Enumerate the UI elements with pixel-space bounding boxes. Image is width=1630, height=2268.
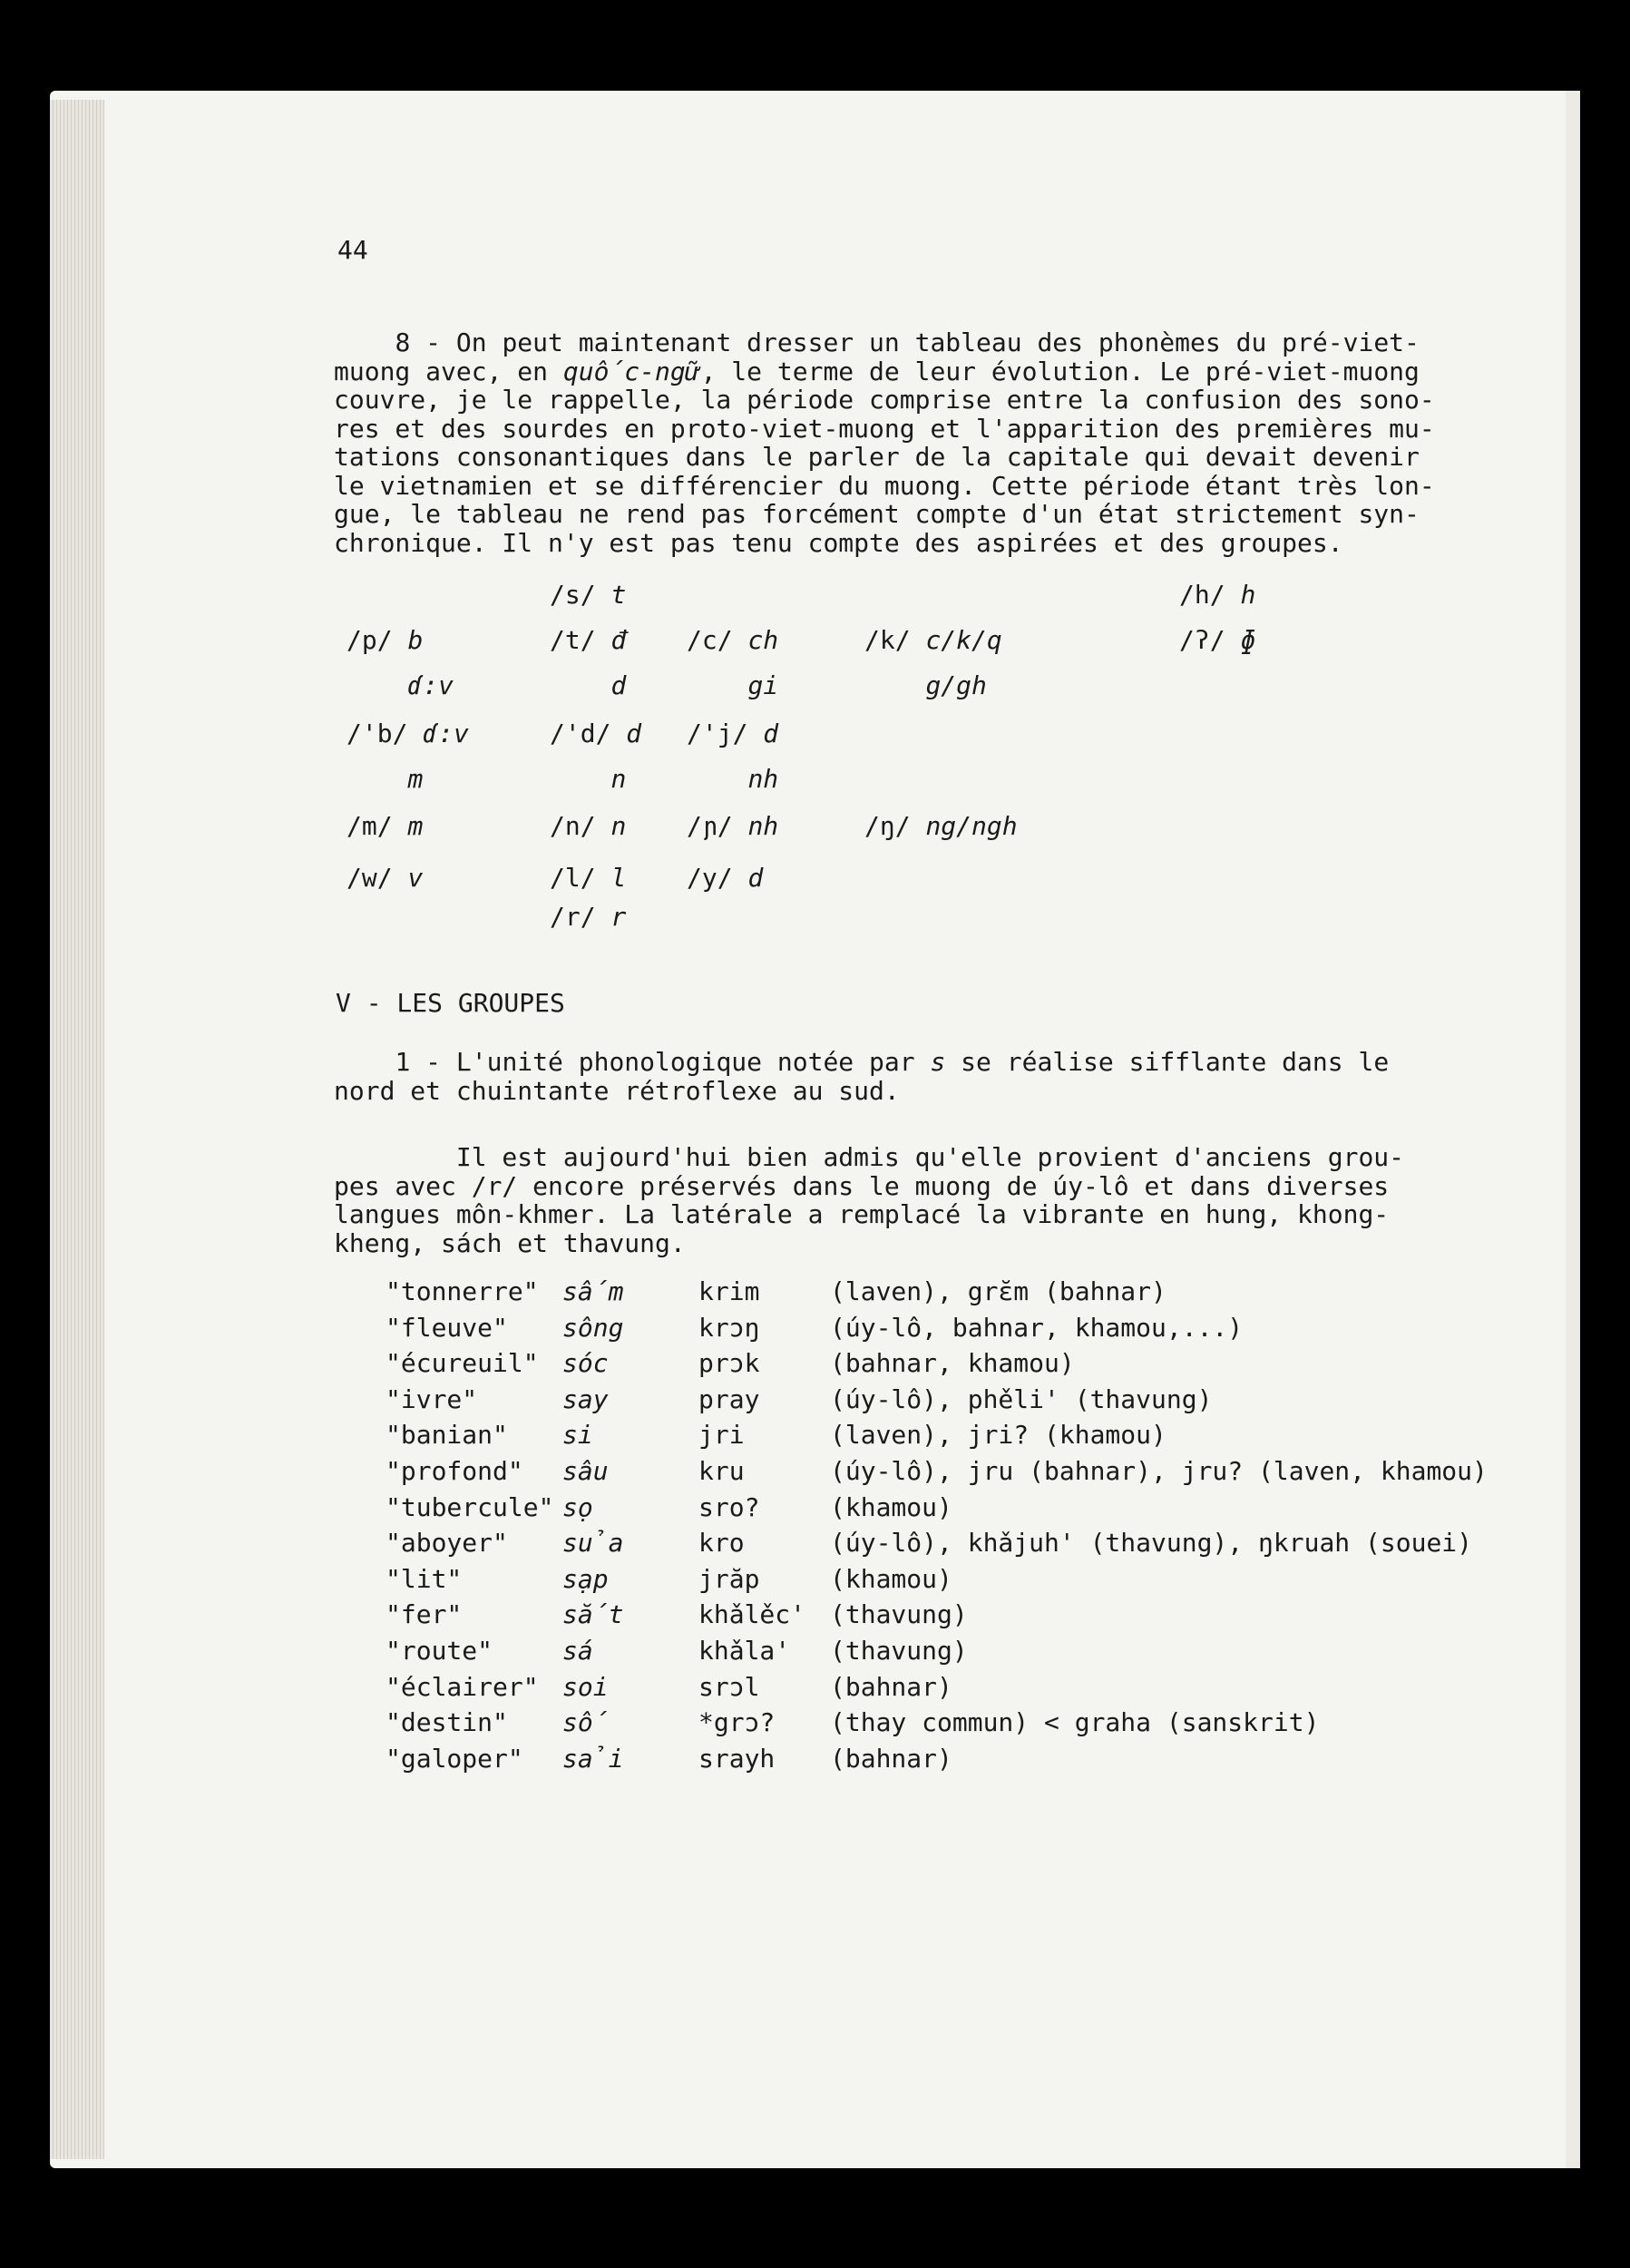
phoneme-cell [864, 812, 1018, 841]
phoneme-cell [346, 719, 469, 748]
para-line: , le terme de leur évolution. Le pré-viet-muong [700, 356, 1420, 386]
phoneme-symbol: /m/ [346, 811, 408, 841]
phoneme-symbol [864, 670, 925, 700]
cognate-form: jri [698, 1420, 745, 1451]
para-line: pes avec /r/ encore préservés dans le muong de úy-lô et dans diverses [334, 1170, 1390, 1201]
french-gloss: "tonnerre" [386, 1276, 539, 1306]
page-number: 44 [337, 235, 368, 265]
phoneme-cell [864, 626, 1002, 655]
phoneme-cell [550, 812, 626, 841]
phoneme-cell [550, 864, 626, 893]
term-quoc-ngu: quốc-ngữ [562, 356, 701, 386]
phoneme-value: ch [747, 625, 779, 655]
cognate-form: jrăp [698, 1563, 760, 1594]
phoneme-value: r [610, 902, 627, 932]
para-line: 8 - On peut maintenant dresser un tableau des phonèmes du pré-viet- [395, 327, 1420, 357]
french-gloss: "fer" [386, 1599, 463, 1630]
section-title: V - LES GROUPES [336, 988, 565, 1018]
phoneme-cell [687, 719, 778, 748]
phoneme-cell [346, 812, 423, 841]
phoneme-value: t [610, 580, 627, 610]
vietnamese-word: sủa [562, 1528, 624, 1559]
phoneme-value: d [610, 670, 627, 700]
vietnamese-word: soi [562, 1671, 609, 1702]
page-edges [50, 100, 104, 2159]
phoneme-cell [1179, 626, 1255, 655]
vietnamese-word: sâu [562, 1456, 609, 1486]
vietnamese-word: sông [562, 1312, 624, 1343]
french-gloss: "route" [386, 1636, 493, 1666]
phoneme-symbol: /t/ [550, 625, 611, 655]
cognate-form: pray [698, 1383, 760, 1414]
phoneme-symbol [687, 764, 747, 794]
phoneme-value: m [407, 811, 424, 841]
french-gloss: "éclairer" [386, 1671, 539, 1702]
phoneme-symbol [550, 670, 610, 700]
symbol-s: s [930, 1047, 946, 1077]
phoneme-symbol: /'d/ [550, 719, 627, 748]
cognate-sources: (thavung) [830, 1636, 968, 1666]
para-line: couvre, je le rappelle, la période comprise entre la confusion des sono- [334, 385, 1435, 415]
vietnamese-word: sá [562, 1636, 593, 1666]
french-gloss: "fleuve" [386, 1312, 508, 1343]
para-line: le vietnamien et se différencier du muong. Cette période étant très lon- [334, 470, 1435, 501]
para-line: muong avec, en [334, 356, 563, 386]
para-line: langues môn-khmer. La latérale a remplacé la vibrante en hung, khong- [334, 1199, 1390, 1229]
phoneme-value: d [626, 719, 642, 748]
phoneme-value: n [610, 764, 627, 794]
phoneme-symbol: /l/ [550, 863, 611, 893]
french-gloss: "profond" [386, 1456, 523, 1486]
para-line [334, 327, 395, 357]
phoneme-symbol: /y/ [687, 863, 748, 893]
cognate-sources: (bahnar) [830, 1671, 952, 1702]
para-line: chronique. Il n'y est pas tenu compte des aspirées et des groupes. [334, 527, 1343, 558]
french-gloss: "tubercule" [386, 1491, 554, 1522]
para-line: Il est aujourd'hui bien admis qu'elle provient d'anciens grou- [455, 1142, 1405, 1172]
phoneme-symbol: /ʔ/ [1179, 625, 1241, 655]
cognate-sources: (bahnar, khamou) [830, 1348, 1075, 1379]
phoneme-cell [346, 864, 423, 893]
phoneme-value: c/k/q [925, 625, 1002, 655]
cognate-form: kru [698, 1456, 745, 1486]
cognate-form: srɔl [698, 1671, 760, 1702]
cognate-sources: (úy-lô), jru (bahnar), jru? (laven, khamou) [830, 1456, 1488, 1486]
phoneme-cell [687, 626, 778, 655]
phoneme-symbol: /ɲ/ [687, 811, 748, 841]
cognate-sources: (úy-lô, bahnar, khamou,...) [830, 1312, 1244, 1343]
phoneme-symbol: /'j/ [687, 719, 764, 748]
phoneme-symbol: /ŋ/ [864, 811, 926, 841]
vietnamese-word: say [562, 1383, 609, 1414]
phoneme-symbol: /s/ [550, 580, 611, 610]
cognate-sources: (bahnar) [830, 1743, 952, 1774]
para-line: se réalise sifflante dans le [945, 1047, 1390, 1077]
phoneme-symbol: /r/ [550, 902, 611, 932]
cognate-form: prɔk [698, 1348, 760, 1379]
para-line: tations consonantiques dans le parler de la capitale qui devait devenir [334, 442, 1420, 472]
vietnamese-word: sắt [562, 1599, 624, 1630]
phoneme-cell [550, 626, 626, 655]
para-line: gue, le tableau ne rend pas forcément compte d'un état strictement syn- [334, 499, 1420, 529]
cognate-form: krɔŋ [698, 1312, 760, 1343]
phoneme-cell [687, 671, 778, 700]
phoneme-value: h [1240, 580, 1256, 610]
phoneme-value: ɸ [1240, 625, 1256, 655]
para-line: kheng, sách et thavung. [334, 1227, 686, 1258]
cognate-sources: (khamou) [830, 1563, 952, 1594]
phoneme-value: b [407, 625, 424, 655]
phoneme-cell [346, 765, 423, 794]
phoneme-value: v [407, 863, 424, 893]
cognate-form: khǎlěc' [698, 1599, 806, 1630]
cognate-sources: (laven), grɛ̆m (bahnar) [830, 1276, 1166, 1306]
phoneme-value: l [610, 863, 627, 893]
vietnamese-word: sải [562, 1743, 624, 1774]
phoneme-cell [550, 903, 626, 932]
phoneme-value: ng/ngh [925, 811, 1018, 841]
vietnamese-word: số [562, 1707, 609, 1738]
cognate-form: *grɔ? [698, 1707, 776, 1738]
phoneme-value: g/gh [925, 670, 987, 700]
vietnamese-word: sấm [562, 1276, 624, 1306]
phoneme-cell [864, 671, 987, 700]
phoneme-value: d [763, 719, 779, 748]
phoneme-value: nh [747, 811, 779, 841]
phoneme-cell [687, 765, 778, 794]
phoneme-cell [550, 719, 641, 748]
cognate-sources: (thay commun) < graha (sanskrit) [830, 1707, 1320, 1738]
cognate-form: kro [698, 1528, 745, 1559]
cognate-sources: (thavung) [830, 1599, 968, 1630]
cognate-form: khǎla' [698, 1636, 791, 1666]
cognate-form: krim [698, 1276, 760, 1306]
cognate-sources: (úy-lô), phěli' (thavung) [830, 1383, 1213, 1414]
phoneme-cell [687, 864, 763, 893]
vietnamese-word: sọ [562, 1491, 593, 1522]
phoneme-symbol: /h/ [1179, 580, 1241, 610]
phoneme-cell [346, 671, 454, 700]
phoneme-symbol: /w/ [346, 863, 408, 893]
cognate-sources: (laven), jri? (khamou) [830, 1420, 1166, 1451]
phoneme-symbol [346, 764, 407, 794]
paragraph-unit [334, 1048, 1389, 1105]
paragraph-groups [334, 1143, 1404, 1257]
phoneme-symbol: /c/ [687, 625, 748, 655]
phoneme-value: ɗ:v [407, 670, 454, 700]
phoneme-cell [550, 765, 626, 794]
phoneme-symbol: /p/ [346, 625, 408, 655]
phoneme-value: d [747, 863, 764, 893]
phoneme-value: nh [747, 764, 779, 794]
french-gloss: "ivre" [386, 1383, 478, 1414]
vietnamese-word: sóc [562, 1348, 609, 1379]
phoneme-value: đ [610, 625, 627, 655]
french-gloss: "écureuil" [386, 1348, 539, 1379]
phoneme-cell [1179, 581, 1255, 610]
french-gloss: "lit" [386, 1563, 463, 1594]
french-gloss: "aboyer" [386, 1528, 508, 1559]
vietnamese-word: si [562, 1420, 593, 1451]
book-spine [1566, 91, 1580, 2168]
para-line: res et des sourdes en proto-viet-muong et l'apparition des premières mu- [334, 413, 1435, 444]
phoneme-symbol: /k/ [864, 625, 926, 655]
para-line: nord et chuintante rétroflexe au sud. [334, 1075, 900, 1106]
french-gloss: "banian" [386, 1420, 508, 1451]
french-gloss: "galoper" [386, 1743, 523, 1774]
cognate-form: srayh [698, 1743, 776, 1774]
phoneme-symbol: /n/ [550, 811, 611, 841]
phoneme-cell [346, 626, 423, 655]
phoneme-value: gi [747, 670, 779, 700]
cognate-form: sro? [698, 1491, 760, 1522]
paragraph-intro [334, 328, 1435, 557]
phoneme-symbol [687, 670, 747, 700]
phoneme-value: m [407, 764, 424, 794]
phoneme-cell [687, 812, 778, 841]
phoneme-value: ɗ:v [423, 719, 469, 748]
cognate-sources: (úy-lô), khǎjuh' (thavung), ŋkruah (souei) [830, 1528, 1473, 1559]
cognate-sources: (khamou) [830, 1491, 952, 1522]
para-line: 1 - L'unité phonologique notée par [395, 1047, 931, 1077]
vietnamese-word: sạp [562, 1563, 609, 1594]
french-gloss: "destin" [386, 1707, 508, 1738]
phoneme-symbol: /'b/ [346, 719, 424, 748]
phoneme-symbol [550, 764, 610, 794]
phoneme-value: n [610, 811, 627, 841]
phoneme-cell [550, 671, 626, 700]
phoneme-cell [550, 581, 626, 610]
phoneme-symbol [346, 670, 407, 700]
